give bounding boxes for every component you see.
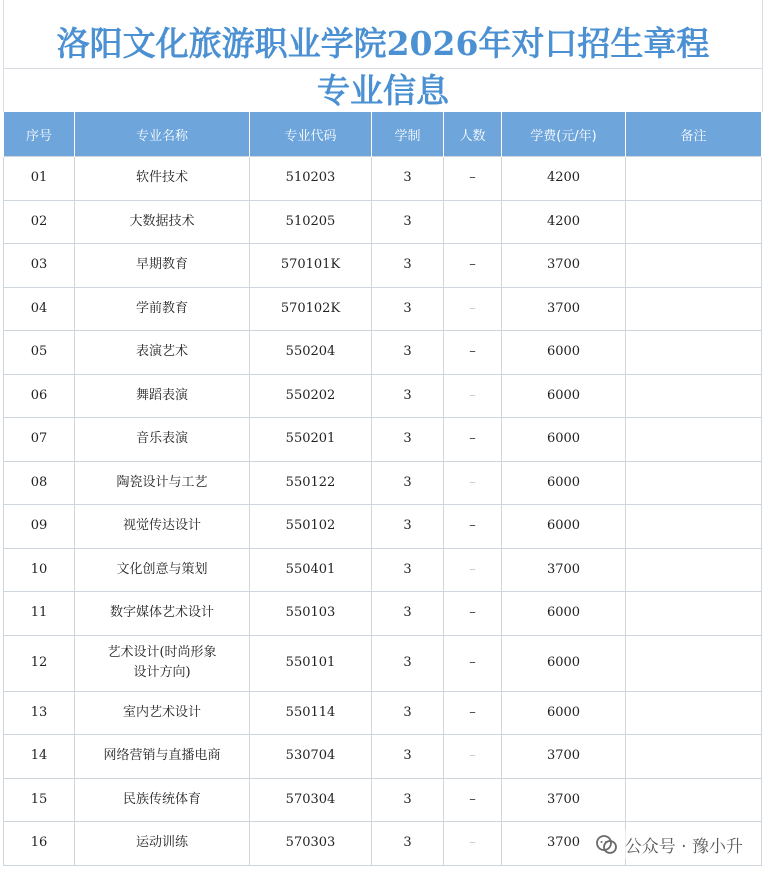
row-code: 510205	[250, 200, 372, 244]
wechat-official-account-icon	[595, 834, 619, 856]
table-row	[4, 331, 762, 375]
row-fee: 6000	[502, 635, 626, 691]
table-row	[4, 157, 762, 201]
row-note	[626, 331, 762, 375]
row-code: 550102	[250, 505, 372, 549]
row-years: 3	[372, 548, 444, 592]
table-row	[4, 374, 762, 418]
row-code: 550101	[250, 635, 372, 691]
row-years: 3	[372, 822, 444, 866]
title-divider	[4, 68, 762, 69]
row-name: 软件技术	[75, 157, 250, 201]
major-info-table	[3, 112, 762, 866]
row-code: 550114	[250, 691, 372, 735]
row-count: –	[444, 244, 502, 288]
table-row	[4, 592, 762, 636]
row-count: –	[444, 287, 502, 331]
col-header-note: 备注	[626, 112, 762, 157]
row-name: 舞蹈表演	[75, 374, 250, 418]
row-note	[626, 287, 762, 331]
row-fee: 6000	[502, 691, 626, 735]
table-row	[4, 735, 762, 779]
row-name: 表演艺术	[75, 331, 250, 375]
row-count: –	[444, 592, 502, 636]
page-title: 洛阳文化旅游职业学院2026年对口招生章程	[56, 24, 710, 63]
row-no: 03	[4, 244, 75, 288]
row-years: 3	[372, 418, 444, 462]
row-code: 550103	[250, 592, 372, 636]
row-years: 3	[372, 374, 444, 418]
table-row	[4, 244, 762, 288]
row-years: 3	[372, 778, 444, 822]
table-row	[4, 635, 762, 691]
row-years: 3	[372, 244, 444, 288]
row-fee: 4200	[502, 200, 626, 244]
row-years: 3	[372, 635, 444, 691]
row-code: 510203	[250, 157, 372, 201]
row-years: 3	[372, 331, 444, 375]
row-note	[626, 374, 762, 418]
row-name: 大数据技术	[75, 200, 250, 244]
row-no: 08	[4, 461, 75, 505]
col-header-count: 人数	[444, 112, 502, 157]
row-fee: 6000	[502, 505, 626, 549]
row-no: 11	[4, 592, 75, 636]
row-note	[626, 592, 762, 636]
row-code: 570303	[250, 822, 372, 866]
row-no: 01	[4, 157, 75, 201]
row-count: –	[444, 505, 502, 549]
row-code: 550122	[250, 461, 372, 505]
row-note	[626, 505, 762, 549]
col-header-name: 专业名称	[75, 112, 250, 157]
row-name: 早期教育	[75, 244, 250, 288]
row-no: 09	[4, 505, 75, 549]
row-note	[626, 635, 762, 691]
row-years: 3	[372, 287, 444, 331]
row-count: –	[444, 635, 502, 691]
row-code: 530704	[250, 735, 372, 779]
row-count	[444, 200, 502, 244]
row-years: 3	[372, 592, 444, 636]
col-header-years: 学制	[372, 112, 444, 157]
row-code: 550204	[250, 331, 372, 375]
table-row	[4, 200, 762, 244]
row-name: 数字媒体艺术设计	[75, 592, 250, 636]
row-years: 3	[372, 735, 444, 779]
row-code: 550202	[250, 374, 372, 418]
row-no: 07	[4, 418, 75, 462]
row-code: 550401	[250, 548, 372, 592]
row-fee: 6000	[502, 592, 626, 636]
row-no: 10	[4, 548, 75, 592]
row-name: 学前教育	[75, 287, 250, 331]
row-note	[626, 778, 762, 822]
row-code: 550201	[250, 418, 372, 462]
table-row	[4, 418, 762, 462]
row-name: 运动训练	[75, 822, 250, 866]
row-fee: 6000	[502, 331, 626, 375]
row-note	[626, 548, 762, 592]
row-years: 3	[372, 505, 444, 549]
col-header-no: 序号	[4, 112, 75, 157]
row-no: 12	[4, 635, 75, 691]
row-count: –	[444, 331, 502, 375]
row-count: –	[444, 157, 502, 201]
row-name	[75, 735, 250, 779]
row-note	[626, 691, 762, 735]
row-fee: 3700	[502, 244, 626, 288]
row-code: 570102K	[250, 287, 372, 331]
row-no: 06	[4, 374, 75, 418]
watermark-text: 公众号 · 豫小升	[624, 837, 743, 857]
row-fee: 6000	[502, 461, 626, 505]
row-no: 02	[4, 200, 75, 244]
row-no: 15	[4, 778, 75, 822]
watermark	[591, 830, 747, 859]
page-subtitle: 专业信息	[317, 71, 449, 110]
row-note	[626, 244, 762, 288]
row-years: 3	[372, 157, 444, 201]
row-code: 570101K	[250, 244, 372, 288]
row-name: 文化创意与策划	[75, 548, 250, 592]
table-row	[4, 461, 762, 505]
row-fee: 4200	[502, 157, 626, 201]
row-name: 陶瓷设计与工艺	[75, 461, 250, 505]
row-fee: 6000	[502, 418, 626, 462]
row-fee: 3700	[502, 778, 626, 822]
row-years: 3	[372, 200, 444, 244]
row-note	[626, 418, 762, 462]
row-fee: 6000	[502, 374, 626, 418]
row-count: –	[444, 461, 502, 505]
row-name	[75, 635, 250, 691]
row-note	[626, 200, 762, 244]
col-header-code: 专业代码	[250, 112, 372, 157]
col-header-fee: 学费(元/年)	[502, 112, 626, 157]
title-block	[3, 0, 763, 112]
row-fee: 3700	[502, 287, 626, 331]
row-years: 3	[372, 691, 444, 735]
row-no: 05	[4, 331, 75, 375]
table-row	[4, 505, 762, 549]
row-note	[626, 461, 762, 505]
row-note	[626, 735, 762, 779]
row-no: 14	[4, 735, 75, 779]
row-fee: 3700	[502, 822, 626, 866]
row-name: 音乐表演	[75, 418, 250, 462]
table-row	[4, 287, 762, 331]
row-no: 16	[4, 822, 75, 866]
row-name: 室内艺术设计	[75, 691, 250, 735]
row-name-text: 网络营销与直播电商	[103, 748, 221, 764]
row-count: –	[444, 691, 502, 735]
table-header-row	[4, 112, 762, 157]
row-fee: 3700	[502, 548, 626, 592]
row-years: 3	[372, 461, 444, 505]
table-row	[4, 778, 762, 822]
table-row	[4, 691, 762, 735]
row-count: –	[444, 374, 502, 418]
row-name: 民族传统体育	[75, 778, 250, 822]
row-count: –	[444, 822, 502, 866]
row-name: 视觉传达设计	[75, 505, 250, 549]
row-count: –	[444, 418, 502, 462]
row-count: –	[444, 735, 502, 779]
row-code: 570304	[250, 778, 372, 822]
row-count: –	[444, 778, 502, 822]
table-row	[4, 548, 762, 592]
row-no: 13	[4, 691, 75, 735]
row-note	[626, 157, 762, 201]
row-name-text: 艺术设计(时尚形象设计方向)	[107, 645, 217, 680]
row-no: 04	[4, 287, 75, 331]
row-count: –	[444, 548, 502, 592]
row-fee: 3700	[502, 735, 626, 779]
